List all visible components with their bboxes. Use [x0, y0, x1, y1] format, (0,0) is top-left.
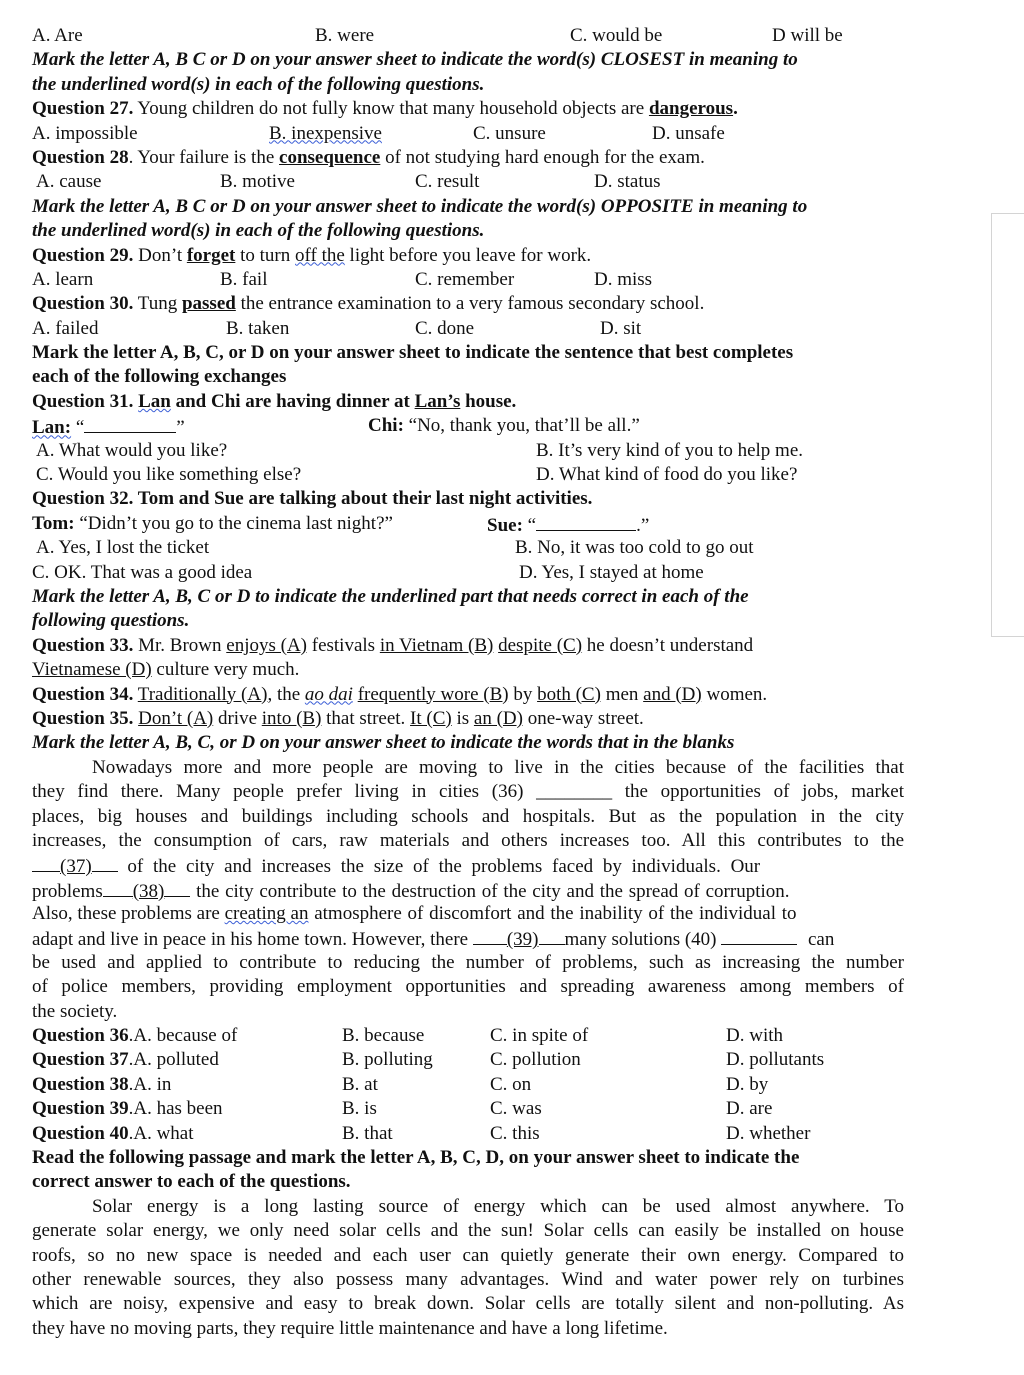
q33-line2	[32, 658, 904, 682]
q32-options-row2	[32, 561, 904, 585]
cloze-q38-label: Question 38	[32, 1073, 129, 1095]
cloze-q38-b: B. at	[342, 1073, 378, 1095]
q29-stem	[32, 244, 904, 268]
q27-option-a: A. impossible	[32, 122, 138, 144]
q34-part-b: frequently wore (B)	[357, 683, 509, 705]
q35-text-2: drive	[213, 707, 262, 729]
q34-part-c: both (C)	[537, 683, 601, 705]
cloze-q40-label: Question 40	[32, 1122, 129, 1144]
reading-instruction-2: correct answer to each of the questions.	[32, 1171, 351, 1193]
q27-stem	[32, 97, 904, 121]
passage1-line-2: they find there. Many people prefer living in cities (36) ________ the opportunities of jobs, market	[32, 781, 904, 803]
passage1-line-1: Nowadays more and more people are moving to live in the cities because of the facilities that	[92, 756, 904, 778]
cloze-row-40	[32, 1122, 904, 1146]
q26-option-d: D will be	[772, 25, 843, 46]
q30-stem	[32, 292, 904, 316]
q32-title-text: Tom and Sue are talking about their last night activities.	[137, 488, 593, 510]
q32-speaker-tom: Tom:	[32, 512, 75, 534]
passage2-line-6: they have no moving parts, they require little maintenance and have a long lifetime.	[32, 1317, 668, 1339]
cloze-q37-d: D. pollutants	[726, 1049, 825, 1071]
passage1-line-7	[32, 902, 904, 926]
q32-label: Question 32.	[32, 488, 138, 510]
cloze-q38-c: C. on	[490, 1073, 532, 1095]
q28-option-a: A. cause	[36, 171, 102, 193]
cloze-q39-c: C. was	[490, 1098, 542, 1120]
q33-text-2: festivals	[307, 634, 380, 656]
q30-options	[32, 317, 904, 341]
passage1-line-10: of police members, providing employment opportunities and spreading awareness among members of	[32, 976, 904, 998]
exchange-instruction-2: each of the following exchanges	[32, 366, 287, 388]
cloze-passage	[32, 756, 904, 1024]
q30-option-d: D. sit	[600, 317, 642, 339]
scrollbar-thumb[interactable]	[991, 213, 1024, 637]
opposite-instruction-1: Mark the letter A, B C or D on your answer sheet to indicate the word(s) OPPOSITE in meaning to	[32, 195, 808, 217]
cloze-q39-a: .A. has been	[128, 1098, 223, 1120]
document-content	[32, 24, 904, 1341]
q29-wavy: off the	[295, 244, 345, 266]
passage2-line-3: roofs, so no new space is needed and each user can quietly generate their own energy. Compared to	[32, 1244, 904, 1266]
blank-37-lead	[32, 853, 60, 872]
q35-text-3: that street.	[321, 707, 411, 729]
q30-post: the entrance examination to a very famous secondary school.	[235, 293, 705, 315]
q29-mid: to turn	[235, 244, 296, 266]
q34-text-2: , the	[267, 683, 305, 705]
passage1-line-5-text: of the city and increases the size of the problems faced by individuals. Our	[117, 856, 761, 878]
cloze-q39-label: Question 39	[32, 1098, 129, 1120]
q28-options	[32, 170, 904, 194]
cloze-q37-c: C. pollution	[490, 1049, 581, 1071]
vertical-scrollbar[interactable]	[988, 0, 1024, 1375]
q32-option-d: D. Yes, I stayed at home	[519, 561, 704, 583]
q29-option-b: B. fail	[220, 268, 268, 290]
q31-option-c: C. Would you like something else?	[36, 464, 302, 486]
q35-part-b: into (B)	[261, 707, 322, 729]
passage1-line-4: increases, the consumption of cars, raw materials and others increases too. All this contributes to the	[32, 829, 904, 851]
passage1-line-6-a: problems	[32, 880, 103, 902]
q33-part-c: despite (C)	[498, 634, 583, 656]
passage1-line-5	[32, 853, 904, 877]
q29-pre: Don’t	[133, 244, 187, 266]
q30-keyword: passed	[181, 293, 236, 315]
cloze-row-39	[32, 1097, 904, 1121]
blank-37-label: (37)	[60, 856, 92, 878]
q31-speaker-lan: Lan:	[32, 417, 72, 439]
q35-line	[32, 707, 904, 731]
q27-option-c: C. unsure	[473, 122, 546, 144]
cloze-row-38	[32, 1073, 904, 1097]
q30-option-a: A. failed	[32, 317, 99, 339]
cloze-q37-b: B. polluting	[342, 1049, 433, 1071]
q31-option-d: D. What kind of food do you like?	[536, 464, 798, 486]
q27-options	[32, 122, 904, 146]
q28-label: Question 28	[32, 146, 129, 168]
q31-lan-close: ”	[176, 417, 185, 439]
passage1-line-6-c: the city contribute to the destruction of the city and the spread of corruption.	[190, 880, 790, 902]
q29-option-d: D. miss	[594, 268, 653, 290]
cloze-q37-a: .A. polluted	[128, 1049, 219, 1071]
blank-40	[721, 926, 797, 945]
q35-part-c: It (C)	[410, 707, 452, 729]
cloze-q36-b: B. because	[342, 1025, 425, 1047]
reading-passage	[32, 1195, 904, 1341]
q28-pre: . Your failure is the	[128, 146, 280, 168]
q34-label: Question 34.	[32, 683, 134, 705]
q32-option-a: A. Yes, I lost the ticket	[36, 537, 210, 559]
q30-label: Question 30.	[32, 293, 134, 315]
q31-chi-text: “No, thank you, that’ll be all.”	[403, 415, 640, 437]
q31-speaker-chi: Chi:	[368, 415, 404, 437]
blank-instruction: Mark the letter A, B, C, or D on your answer sheet to indicate the words that in the blanks	[32, 732, 735, 754]
q34-ao-dai: ao dai	[304, 683, 353, 705]
passage1-line-8-c: many solutions (40)	[564, 929, 722, 951]
q28-keyword: consequence	[279, 146, 381, 168]
q32-sue-open: “	[522, 514, 537, 536]
q35-label: Question 35.	[32, 707, 134, 729]
passage1-line-7-b: atmosphere of discomfort and the inability of the individual to	[308, 903, 797, 925]
cloze-row-36	[32, 1024, 904, 1048]
cloze-q36-label: Question 36	[32, 1025, 129, 1047]
q30-option-c: C. done	[415, 317, 475, 339]
q31-lan-open: “	[71, 417, 85, 439]
q31-option-b: B. It’s very kind of you to help me.	[536, 439, 804, 461]
q30-pre: Tung	[133, 293, 182, 315]
opposite-instruction-2: the underlined word(s) in each of the following questions.	[32, 220, 485, 242]
q28-stem	[32, 146, 904, 170]
q32-options-row1	[32, 536, 904, 560]
q27-label: Question 27.	[32, 98, 134, 120]
q32-option-b: B. No, it was too cold to go out	[515, 537, 754, 559]
blank-37-tail	[92, 853, 118, 872]
q33-line1	[32, 634, 904, 658]
passage1-line-7-a: Also, these problems are	[32, 903, 225, 925]
blank-38-label: (38)	[132, 880, 165, 902]
q35-part-a: Don’t (A)	[138, 707, 214, 729]
cloze-row-37	[32, 1048, 904, 1072]
cloze-q36-d: D. with	[726, 1025, 783, 1047]
q26-option-c: C. would be	[570, 25, 663, 46]
q28-option-d: D. status	[594, 171, 661, 193]
cloze-q36-c: C. in spite of	[490, 1025, 589, 1047]
q33-text-4: he doesn’t understand	[582, 634, 754, 656]
reading-instruction-1: Read the following passage and mark the letter A, B, C, D, on your answer sheet to indicate the	[32, 1146, 800, 1168]
q30-option-b: B. taken	[226, 317, 290, 339]
passage1-line-3: places, big houses and buildings including schools and hospitals. But as the population in the city	[32, 805, 904, 827]
q31-name-lan: Lan	[138, 390, 171, 412]
q33-part-a: enjoys (A)	[226, 634, 307, 656]
cloze-q38-a: .A. in	[128, 1073, 172, 1095]
q29-option-c: C. remember	[415, 268, 515, 290]
q31-dialogue	[32, 414, 904, 438]
q34-part-d: and (D)	[643, 683, 702, 705]
cloze-q40-d: D. whether	[726, 1122, 811, 1144]
exchange-instruction-1: Mark the letter A, B, C, or D on your answer sheet to indicate the sentence that best completes	[32, 342, 794, 364]
q31-options-row1	[32, 439, 904, 463]
q31-title-end: house.	[460, 390, 517, 412]
passage2-line-4: other renewable sources, they also possess many advantages. Wind and water power rely on turbines	[32, 1268, 904, 1290]
q29-option-a: A. learn	[32, 268, 94, 290]
q34-part-a: Traditionally (A)	[137, 683, 268, 705]
passage1-creating-an: creating an	[224, 903, 309, 925]
q28-option-b: B. motive	[220, 171, 295, 193]
q27-option-d: D. unsafe	[652, 122, 725, 144]
error-instruction-1: Mark the letter A, B, C or D to indicate the underlined part that needs correct in each of the	[32, 585, 749, 607]
blank-38-tail	[164, 878, 190, 897]
q31-title-mid: and Chi are having dinner at	[170, 390, 415, 412]
q32-tom-text: “Didn’t you go to the cinema last night?”	[74, 512, 393, 534]
q29-keyword: forget	[186, 244, 236, 266]
passage2-line-5: which are noisy, expensive and easy to break down. Solar cells are totally silent and non-polluting. As	[32, 1293, 904, 1315]
q35-text-4: is	[451, 707, 474, 729]
cloze-q37-label: Question 37	[32, 1049, 129, 1071]
q28-post: of not studying hard enough for the exam.	[380, 146, 705, 168]
blank-38-lead	[103, 878, 133, 897]
q33-text-1: Mr. Brown	[133, 634, 227, 656]
cloze-q40-b: B. that	[342, 1122, 393, 1144]
q29-post: light before you leave for work.	[344, 244, 592, 266]
q34-text-6: women.	[701, 683, 768, 705]
q26-option-b: B. were	[315, 25, 375, 46]
q29-options	[32, 268, 904, 292]
q31-options-row2	[32, 463, 904, 487]
blank-39-tail	[539, 926, 565, 945]
closest-instruction-1: Mark the letter A, B C or D on your answer sheet to indicate the word(s) CLOSEST in meaning to	[32, 49, 798, 71]
q31-answer-blank[interactable]	[84, 414, 176, 433]
q31-option-a: A. What would you like?	[36, 439, 228, 461]
q33-text-5: culture very much.	[151, 659, 300, 681]
cloze-q38-d: D. by	[726, 1073, 769, 1095]
q33-part-b: in Vietnam (B)	[379, 634, 494, 656]
passage1-line-9: be used and applied to contribute to reducing the number of problems, such as increasing the number	[32, 951, 904, 973]
q33-part-d: Vietnamese (D)	[32, 659, 152, 681]
passage1-line-6	[32, 878, 904, 902]
q35-text-5: one-way street.	[522, 707, 644, 729]
cloze-q36-a: .A. because of	[128, 1025, 238, 1047]
q32-speaker-sue: Sue:	[487, 514, 523, 536]
q26-option-a: A. Are	[32, 25, 83, 46]
cloze-q40-c: C. this	[490, 1122, 540, 1144]
cloze-q39-d: D. are	[726, 1098, 773, 1120]
q31-name-lans: Lan’s	[414, 390, 461, 412]
passage1-line-8-d: can	[803, 929, 835, 951]
q31-title	[32, 390, 904, 414]
error-instruction-2: following questions.	[32, 610, 190, 632]
cloze-q39-b: B. is	[342, 1098, 377, 1120]
q32-answer-blank[interactable]	[536, 512, 636, 531]
passage2-line-2: generate solar energy, we only need solar cells and the sun! Solar cells can easily be installed on house	[32, 1220, 904, 1242]
q29-label: Question 29.	[32, 244, 134, 266]
q35-part-d: an (D)	[473, 707, 523, 729]
cloze-q40-a: .A. what	[128, 1122, 194, 1144]
q27-pre: Young children do not fully know that many household objects are	[133, 98, 649, 120]
q27-option-b: B. inexpensive	[269, 122, 382, 144]
closest-instruction-2: the underlined word(s) in each of the following questions.	[32, 73, 485, 95]
blank-39-label: (39)	[506, 929, 539, 951]
q34-text-5: men	[600, 683, 644, 705]
q32-dialogue	[32, 512, 904, 536]
q28-option-c: C. result	[415, 171, 480, 193]
blank-39-lead	[473, 926, 507, 945]
passage1-line-8	[32, 926, 904, 950]
q32-sue-close: .”	[636, 514, 650, 536]
passage1-line-8-a: adapt and live in peace in his home town. However, there	[32, 929, 473, 951]
passage1-line-11: the society.	[32, 1000, 118, 1022]
q27-keyword: dangerous	[648, 98, 734, 120]
q31-label: Question 31.	[32, 390, 139, 412]
q34-text-4: by	[508, 683, 538, 705]
q34-line	[32, 683, 904, 707]
q33-label: Question 33.	[32, 634, 134, 656]
passage2-line-1: Solar energy is a long lasting source of energy which can be used almost anywhere. To	[92, 1195, 904, 1217]
q26-options	[32, 24, 904, 48]
q27-post: .	[733, 98, 738, 120]
q32-title	[32, 487, 904, 511]
q32-option-c: C. OK. That was a good idea	[32, 561, 253, 583]
